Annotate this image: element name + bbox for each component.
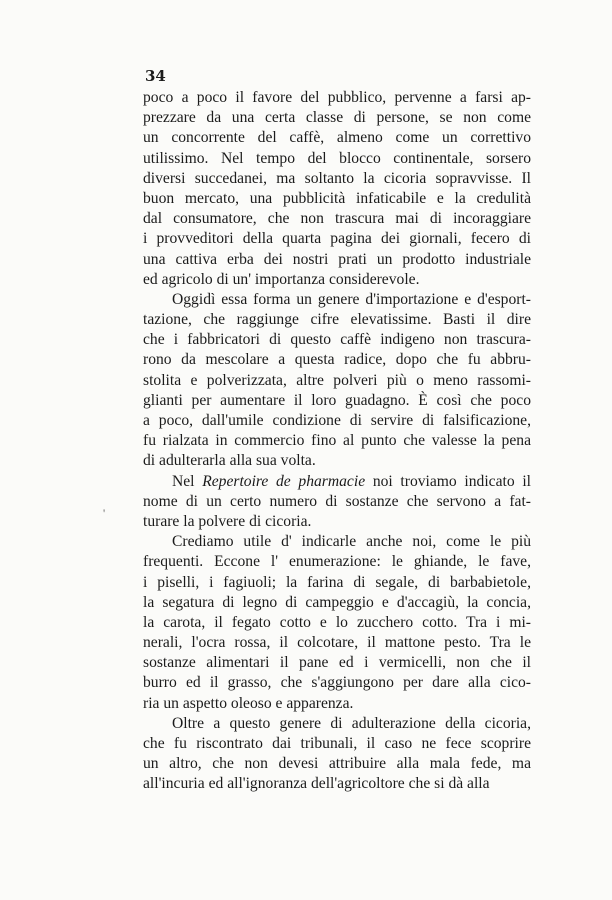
text-line: sostanze alimentari il pane ed i vermicelli, non che il bbox=[143, 654, 531, 672]
text-line: all'incuria ed all'ignoranza dell'agricoltore che si dà alla bbox=[143, 775, 490, 793]
paragraph bbox=[143, 472, 531, 533]
text-line: tazione, che raggiunge cifre elevatissime. Basti il dire bbox=[143, 311, 531, 329]
body-text bbox=[143, 88, 531, 795]
paragraph bbox=[143, 290, 531, 472]
text-line: ria un aspetto oleoso e apparenza. bbox=[143, 694, 354, 712]
text-line: stolita e polverizzata, altre polveri più o meno rassomi- bbox=[143, 371, 531, 389]
text-line: una cattiva erba dei nostri prati un prodotto industriale bbox=[143, 250, 531, 268]
text-line: Nel Repertoire de pharmacie noi troviamo indicato il bbox=[172, 472, 531, 490]
text-line: dal consumatore, che non trascura mai di incoraggiare bbox=[143, 210, 531, 228]
text-line: nome di un certo numero di sostanze che servono a fat- bbox=[143, 492, 531, 510]
text-line: utilissimo. Nel tempo del blocco continentale, sorsero bbox=[143, 149, 531, 167]
text-line: un altro, che non devesi attribuire alla mala fede, ma bbox=[143, 755, 531, 773]
text-line: glianti per aumentare il loro guadagno. È così che poco bbox=[143, 391, 531, 409]
text-line: Oltre a questo genere di adulterazione della cicoria, bbox=[172, 714, 531, 732]
paragraph bbox=[143, 714, 531, 795]
text-line: burro ed il grasso, che s'aggiungono per dare alla cico- bbox=[143, 674, 531, 692]
paragraph bbox=[143, 88, 531, 290]
text-line: frequenti. Eccone l' enumerazione: le ghiande, le fave, bbox=[143, 553, 531, 571]
text-line: prezzare da una certa classe di persone, se non come bbox=[143, 109, 531, 127]
text-line: turare la polvere di cicoria. bbox=[143, 512, 312, 530]
text-line: nerali, l'ocra rossa, il colcotare, il mattone pesto. Tra le bbox=[143, 634, 531, 652]
text-line: poco a poco il favore del pubblico, pervenne a farsi ap- bbox=[143, 89, 531, 106]
text-line: che fu riscontrato dai tribunali, il caso ne fece scoprire bbox=[143, 735, 531, 752]
text-line: diversi succedanei, ma soltanto la cicoria sopravvisse. Il bbox=[143, 169, 531, 187]
text-line: buon mercato, una pubblicità infaticabile e la credulità bbox=[143, 189, 531, 207]
text-line: i piselli, i fagiuoli; la farina di segale, di barbabietole, bbox=[143, 573, 531, 591]
text-line: la carota, il fegato cotto e lo zucchero cotto. Tra i mi- bbox=[143, 613, 531, 631]
text-line: la segatura di legno di campeggio e d'accagiù, la concia, bbox=[143, 593, 531, 611]
stray-ink-mark: ' bbox=[103, 506, 106, 520]
text-line: di adulterarla alla sua volta. bbox=[143, 452, 316, 470]
text-line: Crediamo utile d' indicarle anche noi, come le più bbox=[172, 533, 531, 551]
text-line: un concorrente del caffè, almeno come un correttivo bbox=[143, 129, 531, 147]
page-number: 34 bbox=[145, 67, 166, 85]
text-line: a poco, dall'umile condizione di servire di falsificazione, bbox=[143, 412, 531, 429]
text-line: fu rialzata in commercio fino al punto che valesse la pena bbox=[143, 432, 531, 450]
paragraph bbox=[143, 532, 531, 714]
text-line: Oggidì essa forma un genere d'importazione e d'esport- bbox=[172, 290, 531, 308]
text-line: i provveditori della quarta pagina dei giornali, fecero di bbox=[143, 230, 531, 248]
text-line: che i fabbricatori di questo caffè indigeno non trascura- bbox=[143, 331, 531, 349]
text-line: ed agricolo di un' importanza considerevole. bbox=[143, 270, 420, 288]
journal-title: Repertoire de pharmacie bbox=[202, 472, 366, 490]
text-line: rono da mescolare a questa radice, dopo che fu abbru- bbox=[143, 351, 531, 369]
